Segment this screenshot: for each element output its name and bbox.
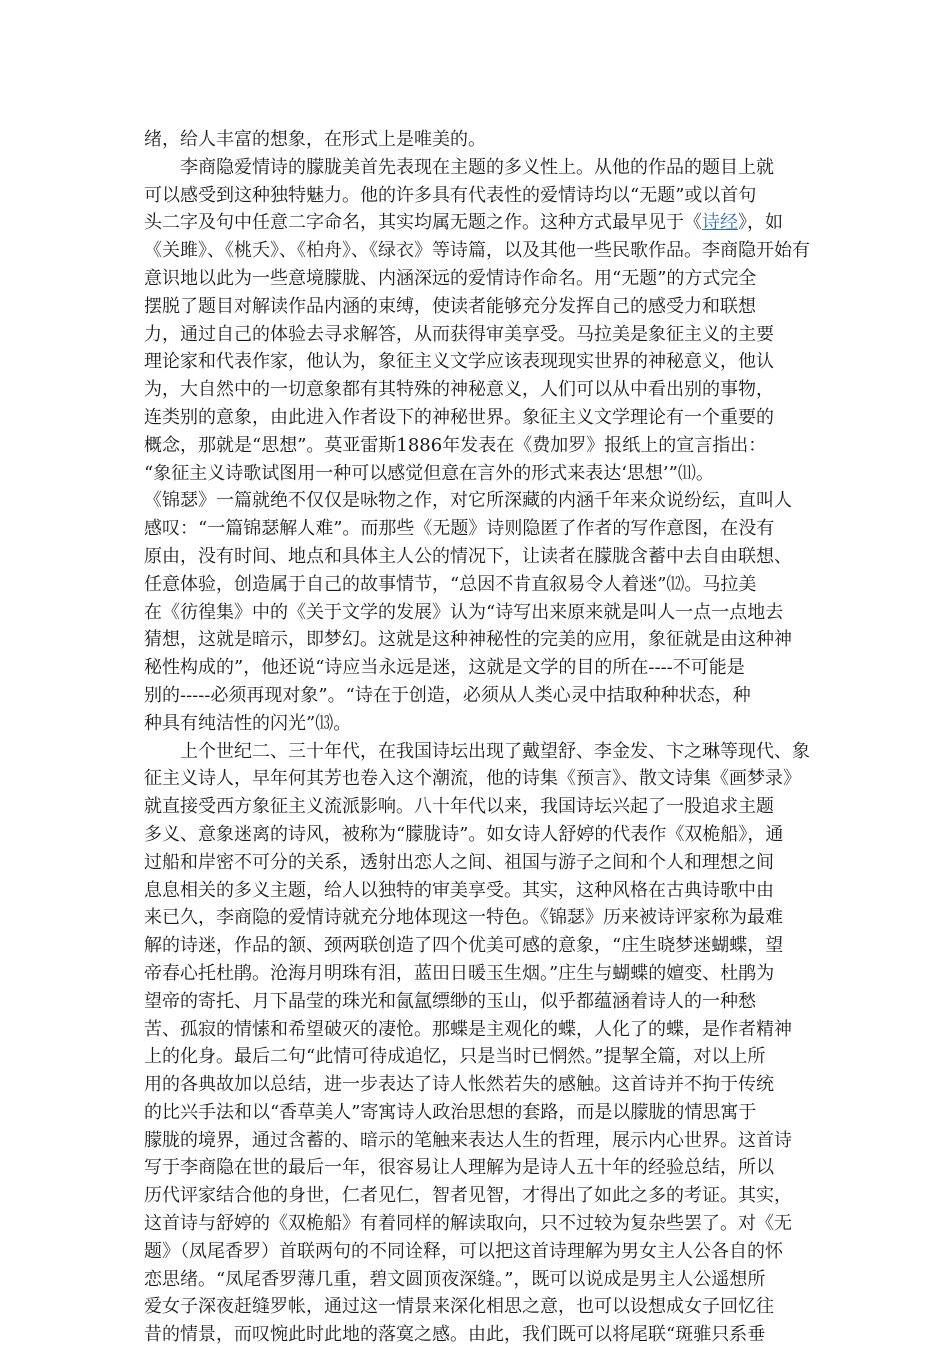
shijing-link[interactable]: 诗经: [702, 212, 738, 234]
text-line: 征主义诗人，早年何其芳也卷入这个潮流，他的诗集《预言》、散文诗集《画梦录》: [144, 768, 801, 790]
text-line: 感叹：“一篇锦瑟解人难”。而那些《无题》诗则隐匿了作者的写作意图，在没有: [144, 518, 775, 540]
text-line: 为，大自然中的一切意象都有其特殊的神秘意义，人们可以从中看出别的事物，: [144, 379, 774, 401]
text-line: 昔的情景，而叹惋此时此地的落寞之感。由此，我们既可以将尾联“斑骓只系垂: [144, 1324, 766, 1346]
text-line: 种具有纯洁性的闪光”⒀。: [144, 712, 352, 734]
text-line: 《关雎》、《桃夭》、《柏舟》、《绿衣》等诗篇，以及其他一些民歌作品。李商隐开始有: [144, 240, 810, 262]
text-line: 力，通过自己的体验去寻求解答，从而获得审美享受。马拉美是象征主义的主要: [144, 323, 774, 345]
text-line: 来已久，李商隐的爱情诗就充分地体现这一特色。《锦瑟》历来被诗评家称为最难: [144, 907, 783, 929]
text-line: 上的化身。最后二句“此情可待成追忆，只是当时已惘然。”提挈全篇，对以上所: [144, 1046, 766, 1068]
text-line: 爱女子深夜赶缝罗帐，通过这一情景来深化相思之意，也可以设想成女子回忆往: [144, 1296, 774, 1318]
text-line: 历代评家结合他的身世，仁者见仁，智者见智，才得出了如此之多的考证。其实，: [144, 1185, 792, 1207]
text-line: 意识地以此为一些意境朦胧、内涵深远的爱情诗作命名。用“无题”的方式完全: [144, 267, 757, 289]
text-segment: 头二字及句中任意二字命名，其实均属无题之作。这种方式最早见于《: [144, 212, 702, 234]
text-line: [144, 209, 810, 237]
text-line: 概念，那就是“思想”。莫亚雷斯1886年发表在《费加罗》报纸上的宣言指出：: [144, 434, 767, 456]
text-line: 绪，给人丰富的想象，在形式上是唯美的。: [144, 129, 486, 150]
text-line: 望帝的寄托、月下晶莹的珠光和氤氲缥缈的玉山，似乎都蕴涵着诗人的一种愁: [144, 990, 756, 1012]
text-line: 摆脱了题目对解读作品内涵的束缚，使读者能够充分发挥自己的感受力和联想: [144, 295, 756, 317]
text-line: 题》（凤尾香罗）首联两句的不同诠释，可以把这首诗理解为男女主人公各自的怀: [144, 1240, 783, 1262]
text-line: 用的各典故加以总结，进一步表达了诗人怅然若失的感触。这首诗并不拘于传统: [144, 1074, 774, 1096]
text-line: 上个世纪二、三十年代，在我国诗坛出现了戴望舒、李金发、卞之琳等现代、象: [180, 740, 810, 762]
text-line: 写于李商隐在世的最后一年，很容易让人理解为是诗人五十年的经验总结，所以: [144, 1157, 774, 1179]
text-line: 在《彷徨集》中的《关于文学的发展》认为“诗写出来原来就是叫人一点一点地去: [144, 601, 784, 623]
text-line: 连类别的意象，由此进入作者设下的神秘世界。象征主义文学理论有一个重要的: [144, 406, 774, 428]
text-line: 朦胧的境界，通过含蓄的、暗示的笔触来表达人生的哲理，展示内心世界。这首诗: [144, 1129, 792, 1151]
text-line: 这首诗与舒婷的《双桅船》有着同样的解读取向，只不过较为复杂些罢了。对《无: [144, 1213, 792, 1235]
text-line: 息息相关的多义主题，给人以独特的审美享受。其实，这种风格在古典诗歌中由: [144, 879, 774, 901]
text-line: 的比兴手法和以“香草美人”寄寓诗人政治思想的套路，而是以朦胧的情思寓于: [144, 1101, 757, 1123]
text-line: 恋思绪。“凤尾香罗薄几重，碧文圆顶夜深缝。”，既可以说成是男主人公遥想所: [144, 1268, 766, 1290]
document-page: [144, 126, 810, 1349]
text-line: 任意体验，创造属于自己的故事情节，“总因不肯直叙易令人着迷”⑿。马拉美: [144, 573, 757, 595]
text-line: 解的诗迷，作品的颔、颈两联创造了四个优美可感的意象，“庄生晓梦迷蝴蝶，望: [144, 935, 784, 957]
text-line: “象征主义诗歌试图用一种可以感觉但意在言外的形式来表达‘思想’”⑾。: [144, 462, 714, 484]
text-line: 帝春心托杜鹃。沧海月明珠有泪，蓝田日暖玉生烟。”庄生与蝴蝶的嬗变、杜鹃为: [144, 962, 775, 984]
text-line: 多义、意象迷离的诗风，被称为“朦胧诗”。如女诗人舒婷的代表作《双桅船》，通: [144, 823, 784, 845]
text-line: 理论家和代表作家，他认为，象征主义文学应该表现现实世界的神秘意义，他认: [144, 351, 774, 373]
text-line: 《锦瑟》一篇就绝不仅仅是咏物之作，对它所深藏的内涵千年来众说纷纭，直叫人: [144, 490, 792, 512]
text-line: 可以感受到这种独特魅力。他的许多具有代表性的爱情诗均以“无题”或以首句: [144, 184, 757, 206]
text-line: 原由，没有时间、地点和具体主人公的情况下，让读者在朦胧含蓄中去自由联想、: [144, 545, 792, 567]
text-line: 猜想，这就是暗示，即梦幻。这就是这种神秘性的完美的应用，象征就是由这种神: [144, 629, 792, 651]
text-line: 李商隐爱情诗的朦胧美首先表现在主题的多义性上。从他的作品的题目上就: [180, 156, 774, 178]
text-line: 过船和岸密不可分的关系，透射出恋人之间、祖国与游子之间和个人和理想之间: [144, 851, 774, 873]
text-line: 秘性构成的”，他还说“诗应当永远是迷，这就是文学的目的所在----不可能是: [144, 657, 745, 679]
text-segment: 》，如: [738, 212, 783, 234]
text-line: 别的-----必须再现对象”。“诗在于创造，必须从人类心灵中拮取种种状态，种: [144, 684, 751, 706]
text-line: 就直接受西方象征主义流派影响。八十年代以来，我国诗坛兴起了一股追求主题: [144, 796, 774, 818]
text-line: 苦、孤寂的情愫和希望破灭的凄怆。那蝶是主观化的蝶，人化了的蝶，是作者精神: [144, 1018, 792, 1040]
